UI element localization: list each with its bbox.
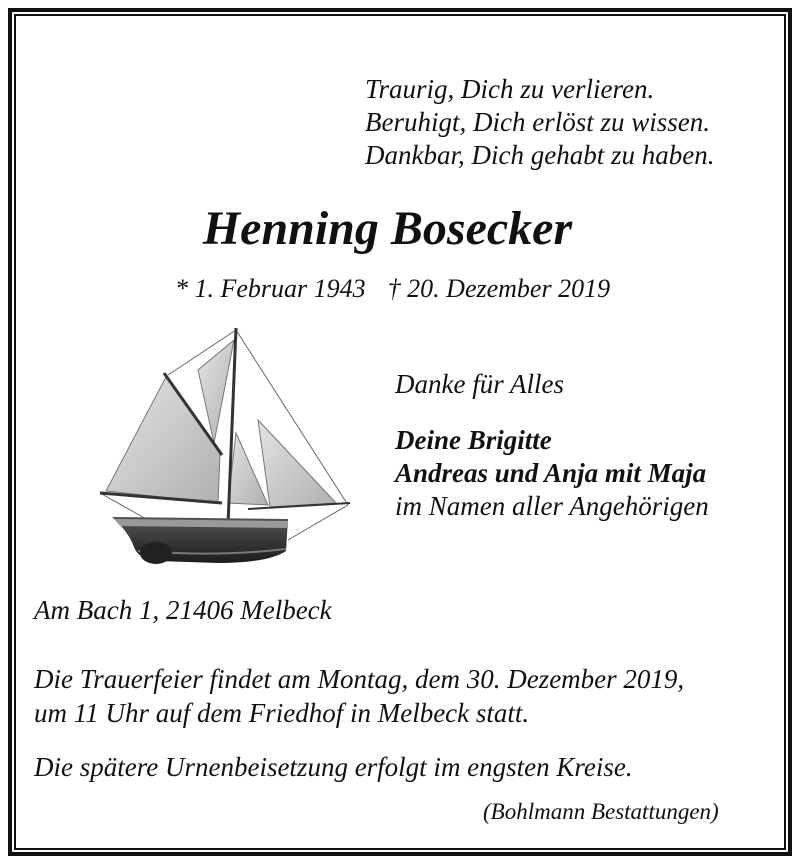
undertaker: (Bohlmann Bestattungen)	[483, 799, 719, 824]
service-line-1: Die Trauerfeier findet am Montag, dem 30. Dezember 2019,	[34, 664, 685, 694]
life-dates	[175, 272, 610, 305]
thanks-text: Danke für Alles	[395, 369, 564, 399]
deceased-name: Henning Bosecker	[202, 202, 573, 255]
signer-line-3: im Namen aller Angehörigen	[395, 491, 709, 521]
poem-line-1: Traurig, Dich zu verlieren.	[365, 74, 655, 104]
service-line-2: um 11 Uhr auf dem Friedhof in Melbeck statt.	[34, 698, 530, 728]
death-date: † 20. Dezember 2019	[387, 274, 611, 303]
urn-note: Die spätere Urnenbeisetzung erfolgt im engsten Kreise.	[34, 752, 633, 782]
signer-line-2: Andreas und Anja mit Maja	[395, 458, 707, 488]
signers	[395, 424, 709, 523]
address: Am Bach 1, 21406 Melbeck	[34, 595, 332, 625]
poem-line-2: Beruhigt, Dich erlöst zu wissen.	[365, 107, 710, 137]
sailing-ship-image	[98, 325, 354, 570]
service-info	[34, 662, 684, 730]
poem	[365, 73, 714, 172]
birth-date: * 1. Februar 1943	[175, 274, 366, 303]
poem-line-3: Dankbar, Dich gehabt zu haben.	[365, 140, 715, 170]
signer-line-1: Deine Brigitte	[395, 425, 552, 455]
